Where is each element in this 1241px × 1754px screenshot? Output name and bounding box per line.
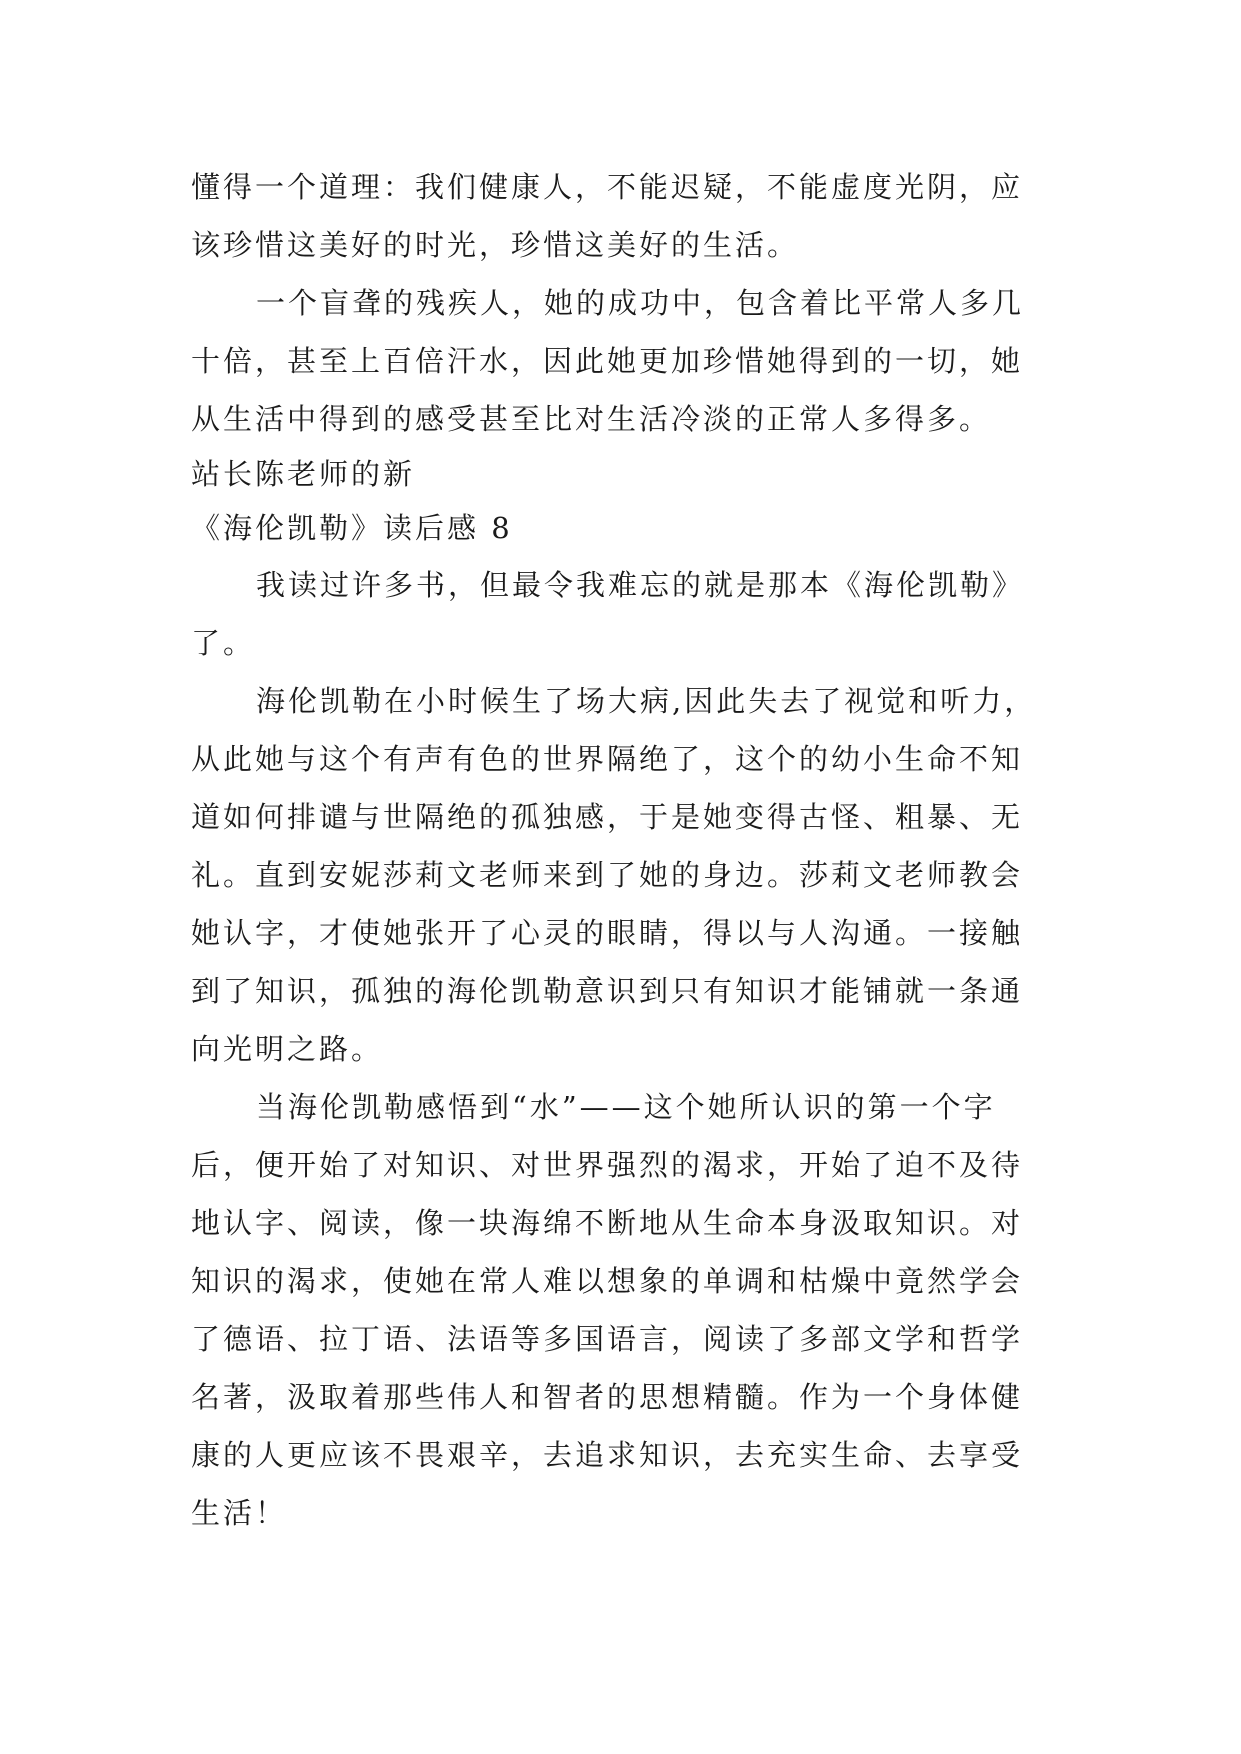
paragraph xyxy=(191,158,1051,274)
text-line: 十倍，甚至上百倍汗水，因此她更加珍惜她得到的一切，她 xyxy=(191,344,1024,378)
text-line: 了。 xyxy=(191,626,256,660)
text-line: 知识的渴求，使她在常人难以想象的单调和枯燥中竟然学会 xyxy=(191,1264,1024,1298)
text-line: 当海伦凯勒感悟到“水”——这个她所认识的第一个字 xyxy=(256,1090,996,1124)
text-line: 从生活中得到的感受甚至比对生活冷淡的正常人多得多。 xyxy=(191,402,992,436)
text-line: 懂得一个道理：我们健康人，不能迟疑，不能虚度光阴，应 xyxy=(191,170,1024,204)
text-line: 康的人更应该不畏艰辛，去追求知识，去充实生命、去享受 xyxy=(191,1438,1024,1472)
text-line: 了德语、拉丁语、法语等多国语言，阅读了多部文学和哲学 xyxy=(191,1322,1024,1356)
paragraph xyxy=(191,274,1051,448)
footer-note: 站长陈老师的新 xyxy=(191,457,416,491)
paragraph xyxy=(191,1078,1051,1542)
text-line: 我读过许多书，但最令我难忘的就是那本《海伦凯勒》 xyxy=(256,568,1025,602)
text-line: 到了知识，孤独的海伦凯勒意识到只有知识才能铺就一条通 xyxy=(191,974,1024,1008)
text-line: 向光明之路。 xyxy=(191,1032,384,1066)
text-line: 她认字，才使她张开了心灵的眼睛，得以与人沟通。一接触 xyxy=(191,916,1024,950)
text-line: 该珍惜这美好的时光，珍惜这美好的生活。 xyxy=(191,228,800,262)
text-line: 从此她与这个有声有色的世界隔绝了，这个的幼小生命不知 xyxy=(191,742,1024,776)
text-line: 名著，汲取着那些伟人和智者的思想精髓。作为一个身体健 xyxy=(191,1380,1024,1414)
text-block-top xyxy=(191,158,1051,1542)
paragraph xyxy=(191,672,1051,1078)
text-line: 一个盲聋的残疾人，她的成功中，包含着比平常人多几 xyxy=(256,286,1025,320)
text-line: 道如何排谴与世隔绝的孤独感，于是她变得古怪、粗暴、无 xyxy=(191,800,1024,834)
text-line: 海伦凯勒在小时候生了场大病,因此失去了视觉和听力， xyxy=(256,684,1037,718)
text-line: 生活！ xyxy=(191,1496,288,1530)
section-title: 《海伦凯勒》读后感 8 xyxy=(191,511,513,545)
paragraph xyxy=(191,556,1051,672)
text-line: 地认字、阅读，像一块海绵不断地从生命本身汲取知识。对 xyxy=(191,1206,1024,1240)
text-line: 礼。直到安妮莎莉文老师来到了她的身边。莎莉文老师教会 xyxy=(191,858,1024,892)
text-line: 后，便开始了对知识、对世界强烈的渴求，开始了迫不及待 xyxy=(191,1148,1024,1182)
